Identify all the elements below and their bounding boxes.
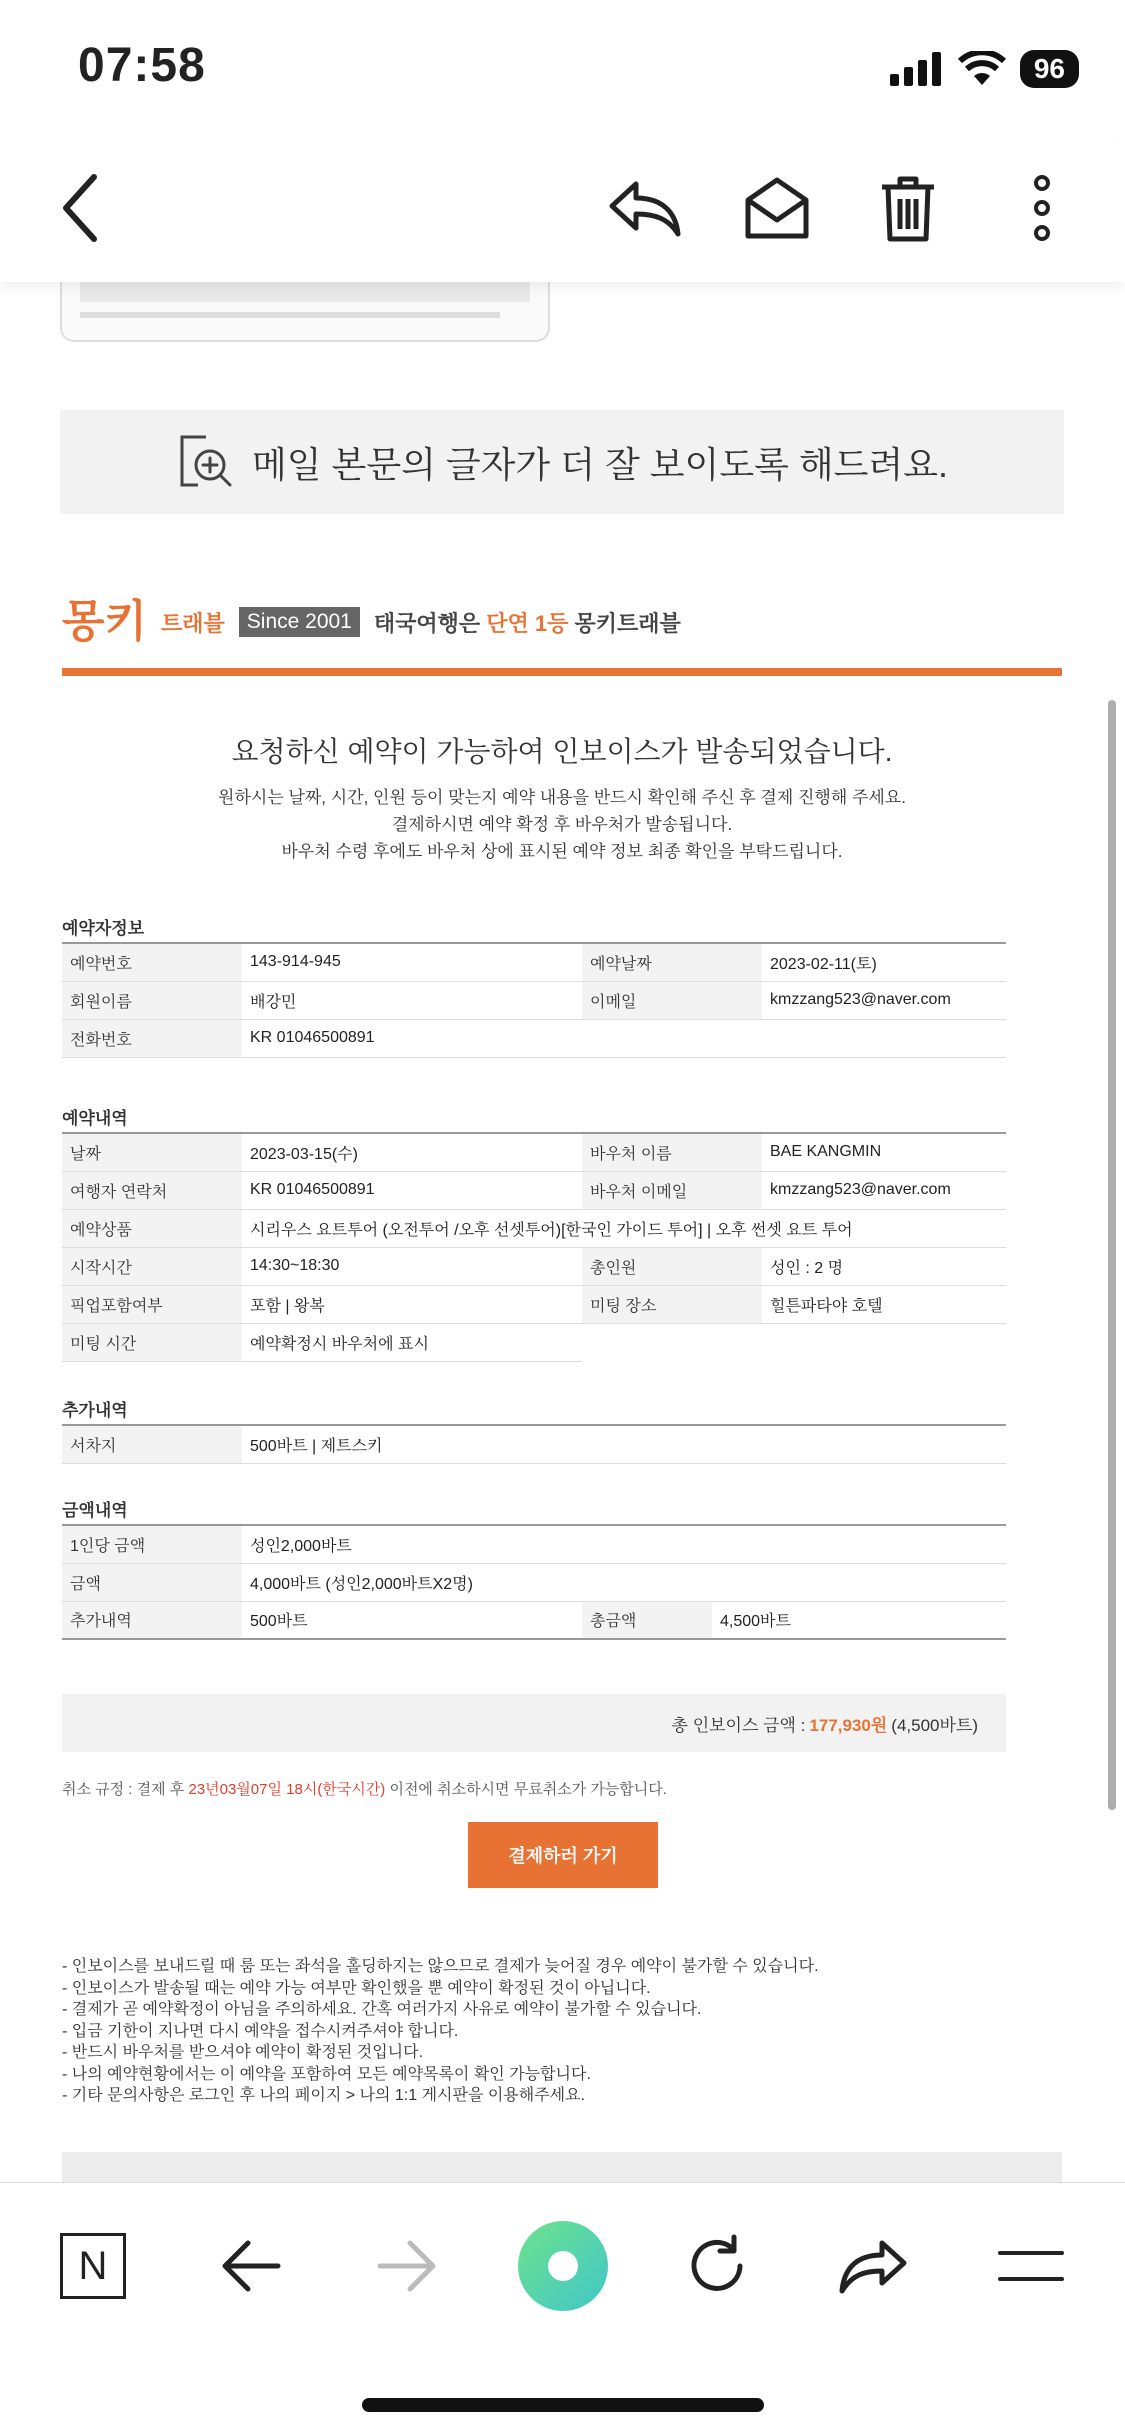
nav-forward-button[interactable]	[362, 2221, 452, 2311]
list-item: - 결제가 곧 예약확정이 아님을 주의하세요. 간혹 여러가지 사유로 예약이 불가할 수 있습니다.	[62, 2001, 702, 2018]
banner-text: 메일 본문의 글자가 더 잘 보이도록 해드려요.	[252, 443, 948, 485]
signal-icon	[890, 52, 944, 86]
table-row: 픽업포함여부 포함 | 왕복 미팅 장소 힐튼파타야 호텔	[62, 1285, 1006, 1323]
hamburger-icon	[998, 2250, 1064, 2282]
image-preview-thumbnail[interactable]	[60, 282, 550, 342]
refresh-button[interactable]	[672, 2221, 762, 2311]
section-title-amount: 금액내역	[62, 1501, 128, 1520]
brand-divider	[62, 668, 1062, 676]
status-bar	[0, 0, 1125, 140]
mail-body[interactable]	[0, 282, 1125, 2182]
reservation-table	[62, 1132, 1006, 1362]
more-button[interactable]	[1002, 168, 1082, 248]
mail-toolbar	[0, 140, 1125, 282]
table-row: 추가내역 500바트 총금액 4,500바트	[62, 1601, 1006, 1639]
table-row: 회원이름 배강민 이메일 kmzzang523@naver.com	[62, 981, 1006, 1019]
section-title-reservation: 예약내역	[62, 1109, 128, 1128]
zoom-document-icon	[176, 433, 234, 491]
green-dot-button[interactable]	[518, 2221, 608, 2311]
booker-table	[62, 942, 1006, 1058]
readability-banner[interactable]	[60, 410, 1064, 514]
trash-icon	[878, 173, 938, 243]
envelope-open-icon	[744, 176, 810, 240]
list-item: - 입금 기한이 지나면 다시 예약을 접수시켜주셔야 합니다.	[62, 2022, 459, 2040]
table-row: 1인당 금액 성인2,000바트	[62, 1525, 1006, 1563]
naver-home-button[interactable]	[48, 2221, 138, 2311]
back-button[interactable]	[40, 168, 120, 248]
list-item: - 기타 문의사항은 로그인 후 나의 페이지 > 나의 1:1 게시판을 이용해주세요.	[62, 2087, 586, 2104]
invoice-instructions: 원하시는 날짜, 시간, 인원 등이 맞는지 예약 내용을 반드시 확인해 주신 후 결제 진행해 주세요. 결제하시면 예약 확정 후 바우처가 발송됩니다. 바우처 수령 후에도 바우처 상에 표시된 예약 정보 최종 확인을 부탁드립니다.	[218, 788, 906, 861]
invoice-total: 총 인보이스 금액 : 177,930원 (4,500바트)	[62, 1694, 1006, 1752]
list-item: - 인보이스가 발송될 때는 예약 가능 여부만 확인했을 뿐 예약이 확정된 것이 아닙니다.	[62, 1979, 651, 1997]
table-row: 미팅 시간 예약확정시 바우처에 표시	[62, 1323, 1006, 1361]
status-time: 07:58	[78, 39, 206, 92]
invoice-notes	[62, 1956, 819, 2107]
table-row: 서차지 500바트 | 제트스키	[62, 1425, 1006, 1463]
total-amount: 177,930원	[809, 1715, 888, 1735]
wifi-icon	[958, 51, 1006, 87]
table-row: 전화번호 KR 01046500891	[62, 1019, 1006, 1057]
nav-back-button[interactable]	[206, 2221, 296, 2311]
chevron-left-icon	[58, 173, 102, 243]
brand-logo-sub: 트래블	[161, 610, 225, 636]
list-item: - 나의 예약현황에서는 이 예약을 포함하여 모든 예약목록이 확인 가능합니다.	[62, 2065, 591, 2083]
home-indicator[interactable]	[362, 2398, 764, 2412]
share-icon	[838, 2237, 908, 2295]
list-item: - 인보이스를 보내드릴 때 룸 또는 좌석을 홀딩하지는 않으므로 결제가 늦어질 경우 예약이 불가할 수 있습니다.	[62, 1958, 819, 1975]
brand-logo-mark: 몽키	[62, 597, 148, 646]
extra-table	[62, 1424, 1006, 1464]
battery-indicator: 96	[1020, 50, 1079, 88]
table-row: 예약상품 시리우스 요트투어 (오전투어 /오후 선셋투어)[한국인 가이드 투어] | 오후 썬셋 요트 투어	[62, 1209, 1006, 1247]
delete-button[interactable]	[868, 168, 948, 248]
naver-n-icon: N	[60, 2233, 126, 2299]
table-row: 금액 4,000바트 (성인2,000바트X2명)	[62, 1563, 1006, 1601]
table-row: 날짜 2023-03-15(수) 바우처 이름 BAE KANGMIN	[62, 1133, 1006, 1171]
section-title-extra: 추가내역	[62, 1401, 128, 1420]
brand-header	[62, 597, 681, 646]
brand-slogan: 태국여행은 단연 1등 몽키트래블	[373, 610, 681, 636]
reply-button[interactable]	[604, 168, 684, 248]
section-title-booker: 예약자정보	[62, 919, 145, 938]
green-dot-icon	[518, 2221, 608, 2311]
scrollbar[interactable]	[1108, 700, 1116, 1810]
footer-block	[62, 2152, 1062, 2182]
share-button[interactable]	[828, 2221, 918, 2311]
reply-icon	[606, 178, 682, 238]
list-item: - 반드시 바우처를 받으셔야 예약이 확정된 것입니다.	[62, 2044, 424, 2061]
amount-table	[62, 1524, 1006, 1640]
table-row: 여행자 연락처 KR 01046500891 바우처 이메일 kmzzang523@naver.com	[62, 1171, 1006, 1209]
arrow-right-icon	[376, 2239, 438, 2293]
refresh-icon	[684, 2233, 750, 2299]
invoice-headline: 요청하신 예약이 가능하여 인보이스가 발송되었습니다.	[231, 736, 893, 767]
pay-button[interactable]: 결제하러 가기	[468, 1822, 658, 1888]
mark-unread-button[interactable]	[737, 168, 817, 248]
menu-button[interactable]	[986, 2221, 1076, 2311]
table-row: 시작시간 14:30~18:30 총인원 성인 : 2 명	[62, 1247, 1006, 1285]
since-badge: Since 2001	[239, 607, 360, 637]
table-row: 예약번호 143-914-945 예약날짜 2023-02-11(토)	[62, 943, 1006, 981]
arrow-left-icon	[220, 2239, 282, 2293]
more-vertical-icon	[1032, 175, 1052, 241]
cancel-policy: 취소 규정 : 결제 후 23년03월07일 18시(한국시간) 이전에 취소하시면 무료취소가 가능합니다.	[62, 1781, 667, 1798]
